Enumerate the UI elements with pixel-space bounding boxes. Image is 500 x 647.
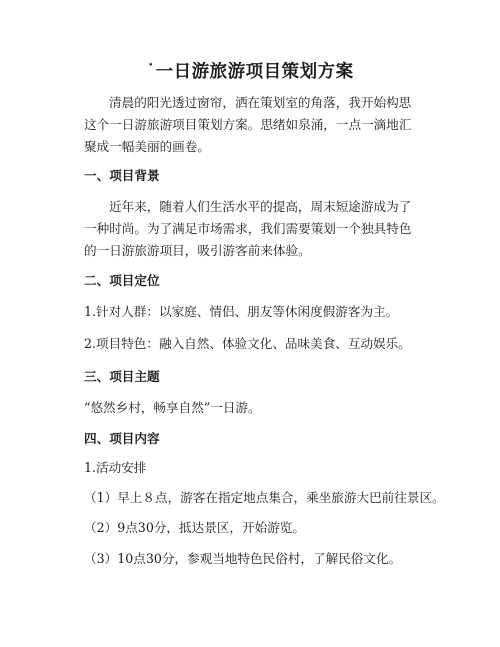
intro-paragraph: 清晨的阳光透过窗帘，洒在策划室的角落，我开始构思这个一日游旅游项目策划方案。思绪如泉涌，一点一滴地汇聚成一幅美丽的画卷。 [84, 95, 412, 154]
positioning-item-feature: 2.项目特色：融入自然、体验文化、品味美食、互动娱乐。 [84, 336, 411, 351]
content-item-step-1: （1）早上８点，游客在指定地点集合，乘坐旅游大巴前往景区。 [84, 490, 445, 505]
document-title: ˙一日游旅游项目策划方案 [146, 62, 354, 82]
section-heading-content: 四、项目内容 [84, 431, 160, 446]
section-heading-background: 一、项目背景 [84, 168, 160, 183]
section-heading-positioning: 二、项目定位 [84, 273, 160, 288]
theme-line: “悠然乡村，畅享自然”一日游。 [84, 400, 261, 415]
background-paragraph: 近年来，随着人们生活水平的提高，周末短途游成为了一种时尚。为了满足市场需求，我们需要策划一个独具特色的一日游旅游项目，吸引游客前来体验。 [84, 199, 412, 258]
section-heading-theme: 三、项目主题 [84, 369, 160, 384]
content-item-schedule: 1.活动安排 [84, 460, 147, 475]
positioning-item-target: 1.针对人群：以家庭、情侣、朋友等休闲度假游客为主。 [84, 304, 399, 319]
content-item-step-2: （2）9点30分，抵达景区，开始游览。 [84, 520, 305, 535]
content-item-step-3: （3）10点30分，参观当地特色民俗村，了解民俗文化。 [84, 551, 402, 566]
